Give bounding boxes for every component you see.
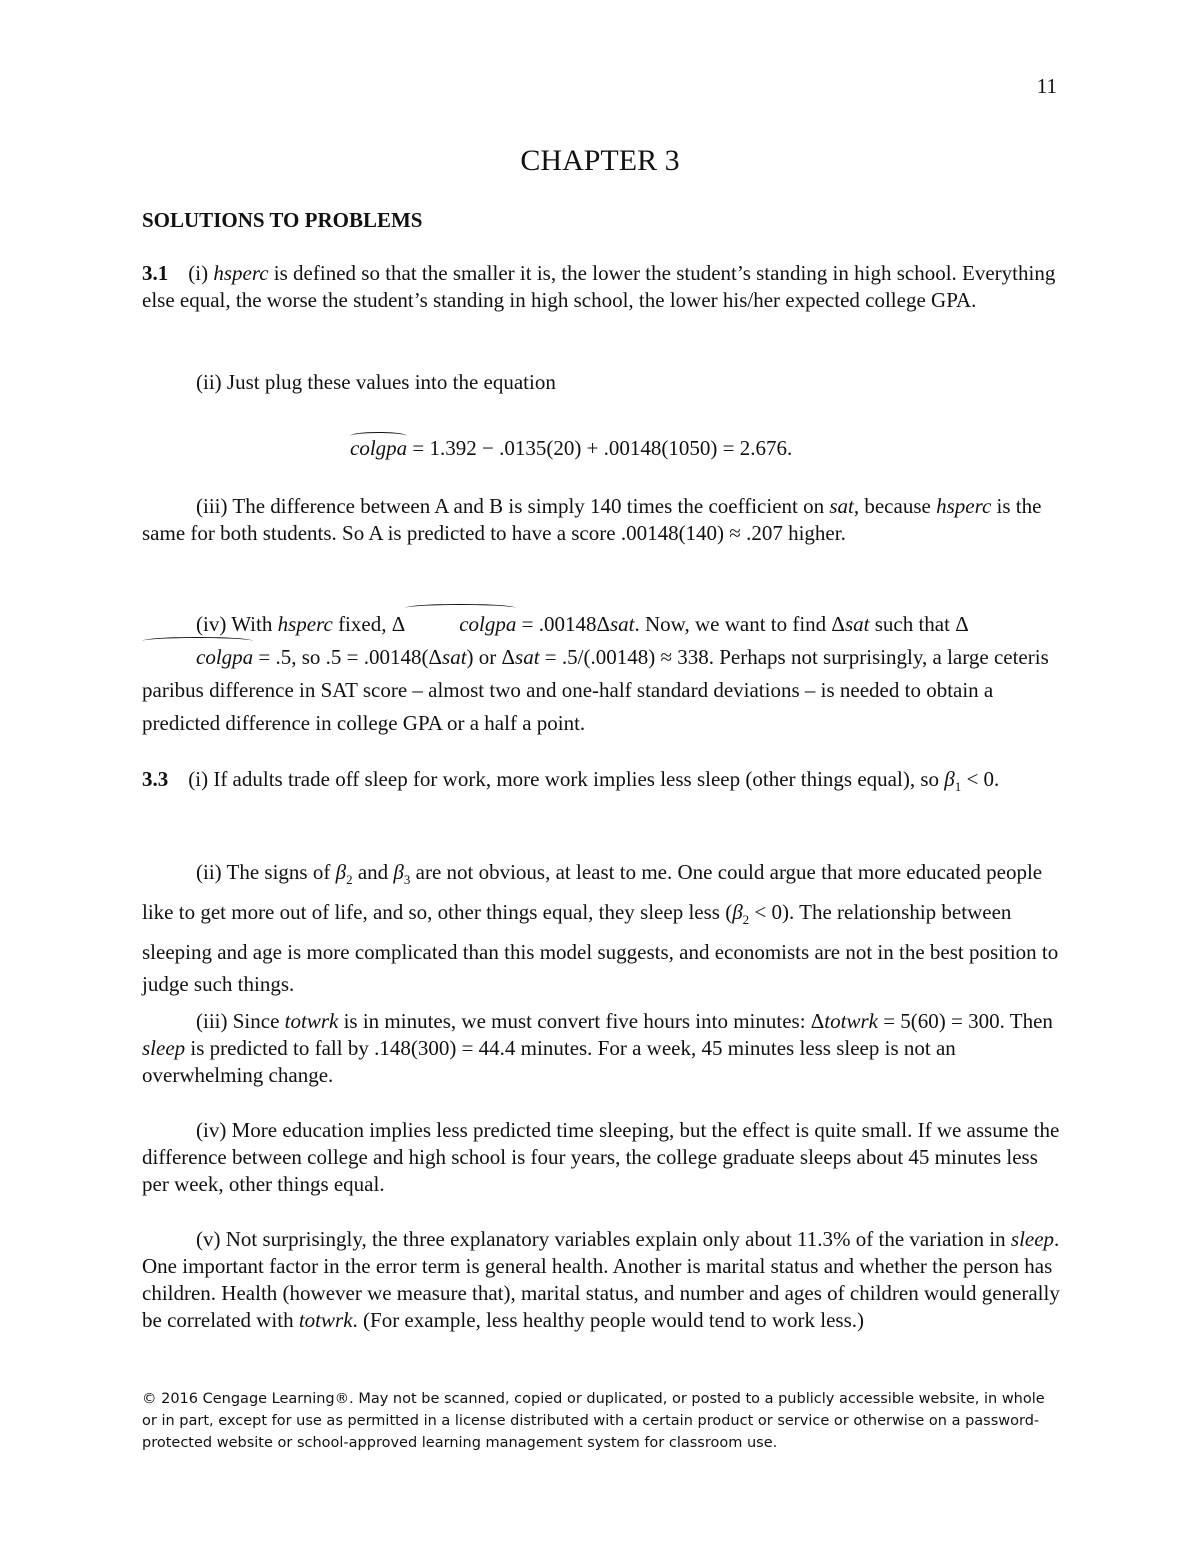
variable: hsperc [213, 261, 269, 285]
problem-3-1-part-iv: (iv) With hsperc fixed, Δ colgpa = .00148Δsat. Now, we want to find Δsat such that Δcolgpa = .5, so .5 = .00148(Δsat) or Δsat = .5/(.00148) ≈ 338. Perhaps not surprisingly, a large ceteris paribus difference in SAT score – almost two and one-half standard deviations – is needed to obtain a predicted difference in college GPA or a half a point. [142, 608, 1062, 740]
equation-lhs: colgpa [350, 436, 408, 460]
problem-3-3-part-i: 3.3 (i) If adults trade off sleep for work, more work implies less sleep (other things equal), so $\beta_1 < 0$. [142, 767, 1000, 795]
problem-3-1-part-ii: (ii) Just plug these values into the equation [196, 370, 556, 394]
problem-3-3-part-iii: (iii) Since totwrk is in minutes, we must convert five hours into minutes: Δtotwrk = 5(60) = 300. Then sleep is predicted to fall by .148(300) = 44.4 minutes. For a week, 45 minutes less sleep is not an overwhelming change. [142, 1009, 1053, 1087]
problem-3-3-part-ii: (ii) The signs of $\beta_2$ and $\beta_3$ are not obvious, at least to me. One could argue that more educated people like to get more out of life, and so, other things equal, they sleep less $(\beta_2 < 0)$. The relationship between sleeping and age is more complicated than this model suggests, and economists are not in the best position to judge such things. [142, 860, 1059, 997]
problem-3-1-part-i: 3.1 (i) hsperc is defined so that the smaller it is, the lower the student’s standing in high school. Everything else equal, the worse the student’s standing in high school, the lower his/her expected college GPA. [142, 261, 1056, 312]
copyright-footer: © 2016 Cengage Learning®. May not be scanned, copied or duplicated, or posted to a publicly accessible website, in whole or in part, except for use as permitted in a license distributed with a certain product or service or otherwise on a password-protected website or school-approved learning management system for classroom use. [142, 1391, 1045, 1451]
problem-3-1-part-iii: (iii) The difference between A and B is simply 140 times the coefficient on sat, because hsperc is the same for both students. So A is predicted to have a score .00148(140) ≈ .207 higher. [142, 494, 1042, 545]
problem-number: 3.1 [142, 261, 169, 285]
problem-number: 3.3 [142, 767, 169, 791]
page-number: 11 [1036, 74, 1057, 98]
chapter-title: CHAPTER 3 [520, 144, 680, 177]
problem-3-3-part-iv: (iv) More education implies less predicted time sleeping, but the effect is quite small. If we assume the difference between college and high school is four years, the college graduate sleeps about 45 minutes less per week, other things equal. [142, 1118, 1060, 1196]
problem-3-3-part-v: (v) Not surprisingly, the three explanatory variables explain only about 11.3% of the variation in sleep. One important factor in the error term is general health. Another is marital status and whether the person has children. Health (however we measure that), marital status, and number and ages of children would generally be correlated with totwrk. (For example, less healthy people would tend to work less.) [142, 1227, 1060, 1332]
equation-colgpa [350, 436, 792, 461]
section-heading: SOLUTIONS TO PROBLEMS [142, 208, 423, 232]
equation-rhs: = 1.392 − .0135(20) + .00148(1050) = 2.676. [407, 436, 793, 460]
